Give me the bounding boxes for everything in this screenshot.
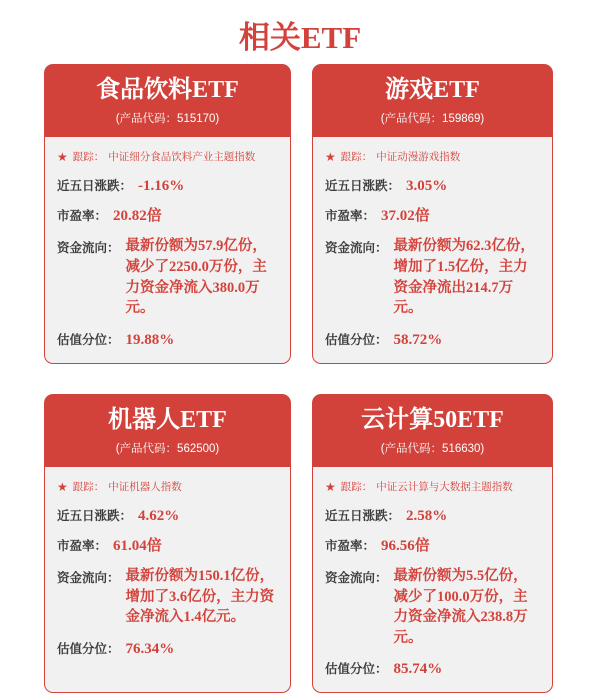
metric-fund-flow	[57, 236, 279, 318]
tracking-index: 中证细分食品饮料产业主题指数	[108, 151, 256, 164]
etf-name: 食品饮料ETF	[96, 77, 239, 103]
metric-label: 估值分位：	[57, 641, 120, 656]
etf-card-header	[312, 394, 553, 467]
tracking-index: 中证云计算与大数据主题指数	[376, 481, 513, 494]
metric-value: -1.16%	[138, 178, 185, 195]
metric-value: 19.88%	[125, 331, 175, 348]
tracking-row	[57, 149, 279, 164]
etf-card-header	[44, 64, 291, 137]
metric-label: 市盈率：	[325, 539, 376, 554]
metric-label: 估值分位：	[325, 662, 388, 677]
metric-label: 市盈率：	[57, 209, 108, 224]
metric-change-5d	[57, 176, 279, 195]
metric-change-5d	[325, 176, 541, 195]
metric-valuation-percentile	[57, 330, 279, 349]
metric-value: 37.02倍	[381, 208, 430, 225]
star-icon: ★	[325, 149, 336, 164]
etf-card-cloud-computing	[312, 394, 553, 693]
tracking-label: 跟踪：	[72, 481, 105, 494]
etf-product-code: (产品代码：515170)	[115, 113, 220, 126]
metric-value: 4.62%	[138, 508, 180, 525]
star-icon: ★	[57, 149, 68, 164]
metric-label: 近五日涨跌：	[57, 179, 133, 194]
tracking-index: 中证机器人指数	[108, 481, 182, 494]
metric-pe-ratio	[325, 206, 541, 225]
metric-label: 估值分位：	[57, 332, 120, 347]
metric-label: 市盈率：	[57, 539, 108, 554]
metric-value: 61.04倍	[113, 538, 162, 555]
etf-card-body	[44, 467, 291, 693]
etf-card-grid	[0, 64, 600, 693]
metric-valuation-percentile	[325, 330, 541, 349]
metric-label: 资金流向：	[57, 241, 120, 256]
tracking-row	[325, 149, 541, 164]
metric-pe-ratio	[57, 536, 279, 555]
metric-pe-ratio	[57, 206, 279, 225]
metric-value: 20.82倍	[113, 208, 162, 225]
metric-label: 资金流向：	[325, 241, 388, 256]
metric-fund-flow	[325, 236, 541, 318]
metric-label: 估值分位：	[325, 332, 388, 347]
star-icon: ★	[57, 479, 68, 494]
metric-label: 近五日涨跌：	[325, 509, 401, 524]
tracking-index: 中证动漫游戏指数	[376, 151, 461, 164]
etf-name: 游戏ETF	[385, 77, 480, 103]
etf-name: 机器人ETF	[108, 406, 227, 433]
metric-value: 3.05%	[406, 178, 448, 195]
metric-label: 资金流向：	[57, 571, 120, 586]
metric-label: 市盈率：	[325, 209, 376, 224]
metric-value: 96.56倍	[381, 538, 430, 555]
metric-valuation-percentile	[57, 639, 279, 658]
etf-card-robot	[44, 394, 291, 693]
tracking-row	[325, 479, 541, 494]
etf-card-body	[44, 137, 291, 363]
metric-label: 近五日涨跌：	[325, 179, 401, 194]
metric-change-5d	[57, 506, 279, 525]
metric-value: 最新份额为5.5亿份，减少了100.0万份，主力资金净流入238.8万元。	[393, 568, 528, 646]
etf-card-body	[312, 467, 553, 693]
metric-value: 85.74%	[393, 661, 443, 678]
star-icon: ★	[325, 479, 336, 494]
tracking-label: 跟踪：	[72, 151, 105, 164]
etf-product-code: (产品代码：516630)	[380, 443, 485, 456]
etf-name: 云计算50ETF	[361, 406, 504, 433]
tracking-label: 跟踪：	[340, 151, 373, 164]
page-title: 相关ETF	[238, 20, 362, 55]
etf-card-header	[44, 394, 291, 467]
metric-value: 58.72%	[393, 331, 443, 348]
etf-card-game	[312, 64, 553, 364]
metric-change-5d	[325, 506, 541, 525]
metric-fund-flow	[325, 566, 541, 648]
tracking-row	[57, 479, 279, 494]
etf-product-code: (产品代码：562500)	[115, 443, 220, 456]
metric-value: 2.58%	[406, 508, 448, 525]
metric-label: 近五日涨跌：	[57, 509, 133, 524]
metric-value: 最新份额为150.1亿份，增加了3.6亿份，主力资金净流入1.4亿元。	[125, 568, 275, 626]
metric-value: 76.34%	[125, 640, 175, 657]
etf-card-body	[312, 137, 553, 363]
metric-label: 资金流向：	[325, 571, 388, 586]
metric-value: 最新份额为57.9亿份，减少了2250.0万份，主力资金净流入380.0万元。	[125, 238, 267, 317]
metric-value: 最新份额为62.3亿份，增加了1.5亿份，主力资金净流出214.7万元。	[393, 238, 535, 317]
etf-product-code: (产品代码：159869)	[380, 113, 485, 126]
etf-card-header	[312, 64, 553, 137]
tracking-label: 跟踪：	[340, 481, 373, 494]
metric-valuation-percentile	[325, 659, 541, 678]
metric-pe-ratio	[325, 536, 541, 555]
etf-card-food-beverage	[44, 64, 291, 364]
metric-fund-flow	[57, 566, 279, 628]
